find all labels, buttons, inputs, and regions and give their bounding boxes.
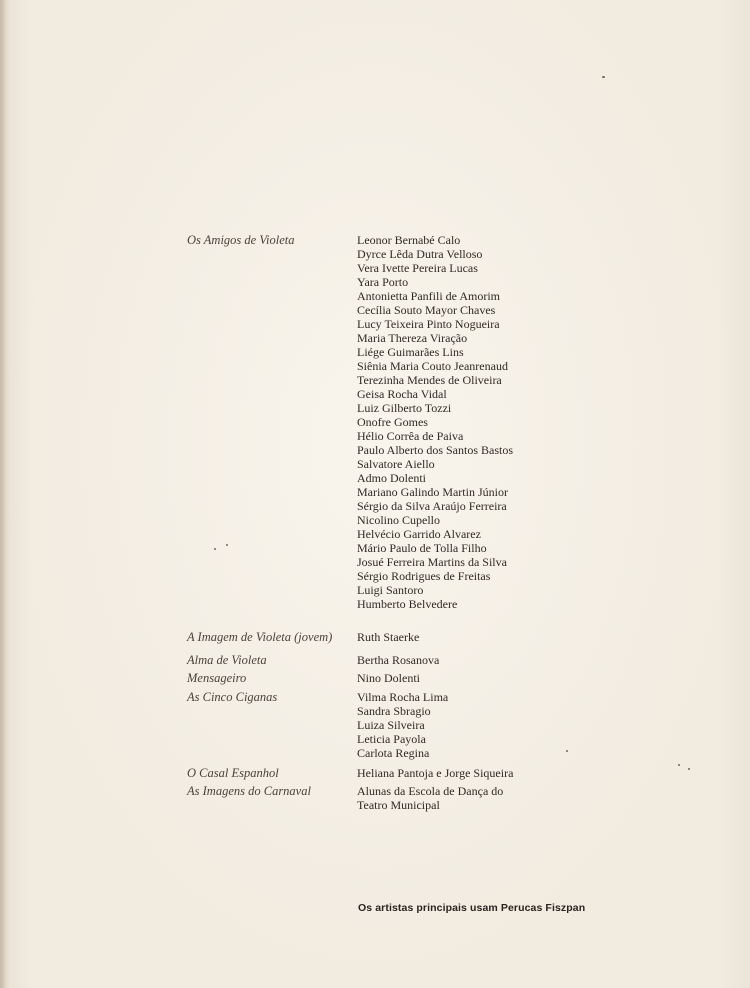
cast-name: Carlota Regina	[357, 746, 430, 760]
cast-name: Nino Dolenti	[357, 671, 420, 685]
cast-name: Mário Paulo de Tolla Filho	[357, 541, 487, 555]
cast-list	[357, 671, 420, 685]
cast-name: Antonietta Panfili de Amorim	[357, 289, 500, 303]
cast-list	[357, 766, 513, 780]
cast-name: Admo Dolenti	[357, 471, 426, 485]
cast-name: Dyrce Lêda Dutra Velloso	[357, 247, 483, 261]
role-label: Alma de Violeta	[187, 653, 267, 667]
role-label: A Imagem de Violeta (jovem)	[187, 630, 333, 644]
cast-name: Terezinha Mendes de Oliveira	[357, 373, 502, 387]
cast-name: Sérgio da Silva Araújo Ferreira	[357, 499, 507, 513]
cast-name: Heliana Pantoja e Jorge Siqueira	[357, 766, 514, 780]
cast-name: Luiza Silveira	[357, 718, 425, 732]
cast-list	[357, 630, 419, 644]
cast-name: Nicolino Cupello	[357, 513, 440, 527]
role-label: As Imagens do Carnaval	[187, 784, 311, 798]
cast-name: Ruth Staerke	[357, 630, 420, 644]
cast-name: Liége Guimarães Lins	[357, 345, 464, 359]
cast-name: Hélio Corrêa de Paiva	[357, 429, 464, 443]
cast-name: Helvécio Garrido Alvarez	[357, 527, 481, 541]
cast-name: Yara Porto	[357, 275, 409, 289]
footer-note: Os artistas principais usam Perucas Fiszpan	[358, 902, 586, 914]
cast-name: Sandra Sbragio	[357, 704, 431, 718]
cast-list	[357, 784, 503, 812]
cast-name: Alunas da Escola de Dança do	[357, 784, 504, 798]
cast-name: Cecília Souto Mayor Chaves	[357, 303, 496, 317]
cast-list	[357, 233, 513, 611]
cast-name: Siênia Maria Couto Jeanrenaud	[357, 359, 508, 373]
role-label: As Cinco Ciganas	[187, 690, 278, 704]
cast-name: Geisa Rocha Vidal	[357, 387, 447, 401]
cast-name: Mariano Galindo Martin Júnior	[357, 485, 508, 499]
cast-name: Teatro Municipal	[357, 798, 440, 812]
cast-name: Bertha Rosanova	[357, 653, 440, 667]
cast-name: Humberto Belvedere	[357, 597, 458, 611]
cast-list	[357, 690, 448, 760]
cast-name: Luiz Gilberto Tozzi	[357, 401, 452, 415]
cast-name: Josué Ferreira Martins da Silva	[357, 555, 507, 569]
cast-name: Vera Ivette Pereira Lucas	[357, 261, 478, 275]
role-label: Os Amigos de Violeta	[187, 233, 295, 247]
cast-name: Leonor Bernabé Calo	[357, 233, 461, 247]
cast-name: Maria Thereza Viração	[357, 331, 468, 345]
cast-name: Salvatore Aiello	[357, 457, 435, 471]
cast-name: Onofre Gomes	[357, 415, 428, 429]
cast-name: Paulo Alberto dos Santos Bastos	[357, 443, 514, 457]
cast-name: Leticia Payola	[357, 732, 426, 746]
cast-list	[357, 653, 439, 667]
cast-name: Sérgio Rodrigues de Freitas	[357, 569, 491, 583]
cast-name: Vilma Rocha Lima	[357, 690, 449, 704]
cast-name: Luigi Santoro	[357, 583, 424, 597]
cast-name: Lucy Teixeira Pinto Nogueira	[357, 317, 500, 331]
role-label: O Casal Espanhol	[187, 766, 279, 780]
role-label: Mensageiro	[187, 671, 247, 685]
